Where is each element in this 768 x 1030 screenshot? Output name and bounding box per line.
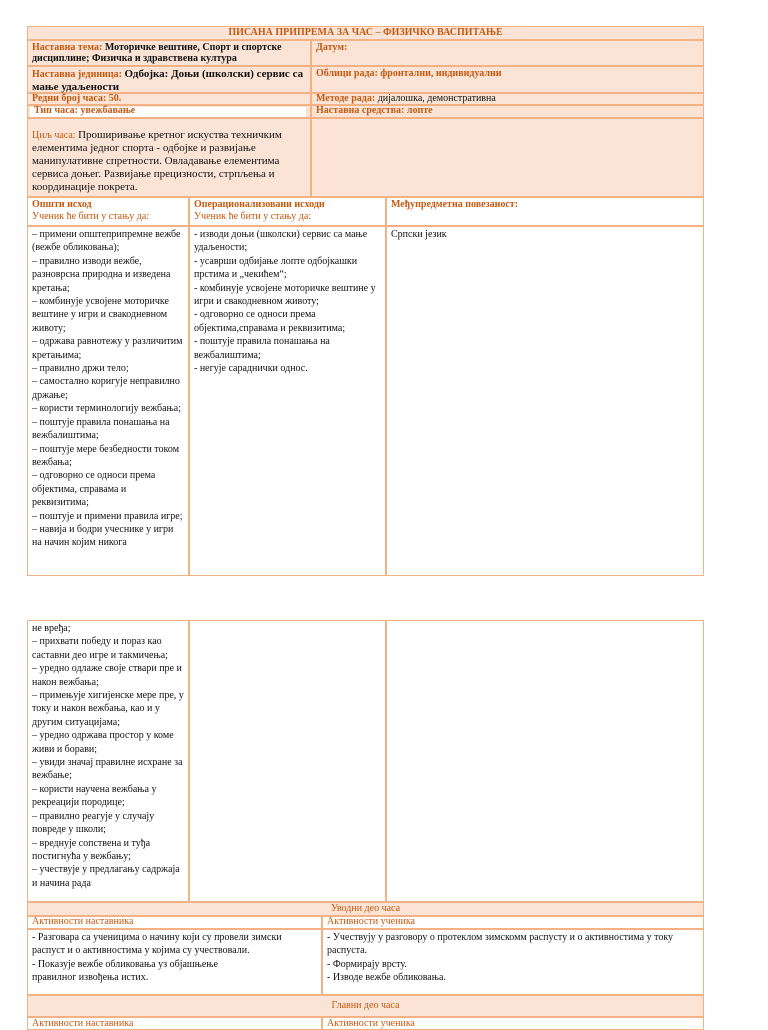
goal-value: Проширивање кретног искуства техничким елементима једног спорта - одбојке и развијање манипулативне спретности. Овладавање елементима сервиса доњег. Развијање прецизности, стрпљења и координације покрета. bbox=[32, 129, 282, 193]
general-outcome-subheader: Ученик ће бити у стању да: bbox=[32, 211, 150, 222]
lesson-type-box bbox=[30, 107, 306, 117]
forms-label: Облици рада: bbox=[316, 68, 378, 79]
main-teacher-header: Активности наставника bbox=[27, 1017, 322, 1030]
date-label: Датум: bbox=[316, 42, 348, 53]
teaching-aids-cell bbox=[311, 105, 704, 118]
page-title: ПИСАНА ПРИПРЕМА ЗА ЧАС – ФИЗИЧКО ВАСПИТАЊЕ bbox=[27, 26, 704, 40]
teaching-aids-value: лопте bbox=[406, 105, 433, 116]
interdisciplinary-header-cell bbox=[386, 197, 704, 226]
intro-student-header: Активности ученика bbox=[322, 916, 704, 929]
lesson-number-cell bbox=[27, 93, 311, 105]
unit-cell bbox=[27, 66, 311, 93]
lesson-type-cell bbox=[27, 105, 311, 118]
general-outcomes-list: – примени општеприпремне вежбе (вежбе обликовања); – правилно изводи вежбе, разноврсна природна и изведена кретања; – комбинује усвојене моторичке вештине у игри и свакодневном животу; – одржава равнотежу у различитим кретањима; – правилно држи тело; – самостално коригује неправилно држање; – користи терминологију вежбања; – поштује правила понашања на вежбалиштима; – поштује мере безбедности током вежбања; – одговорно се односи према објектима, справама и реквизитима; – поштује и примени правила игре; – навија и бодри учеснике у игри на начин којим никога bbox=[27, 226, 189, 576]
intro-teacher-header: Активности наставника bbox=[27, 916, 322, 929]
interdisciplinary-cell bbox=[386, 226, 704, 576]
general-outcome-header: Општи исход bbox=[32, 199, 92, 210]
unit-label: Наставна јединица: bbox=[32, 69, 122, 80]
interdisciplinary-continued-cell bbox=[386, 620, 704, 902]
goal-empty-cell bbox=[311, 118, 704, 197]
methods-cell bbox=[311, 93, 704, 105]
operational-outcomes-continued-cell bbox=[189, 620, 386, 902]
teaching-aids-label: Наставна средства: bbox=[316, 105, 405, 116]
intro-teacher-activities: - Разговара са ученицима о начину који су провели зимски распуст и о активностима у којима су учествовали. - Показује вежбе обликовања уз објашњење правилног извођења истих. bbox=[27, 929, 322, 995]
topic-cell bbox=[27, 40, 311, 66]
general-outcomes-list-continued: не вређа; – прихвати победу и пораз као саставни део игре и такмичења; – уредно одлаже своје ствари пре и након вежбања; – примењује хигијенске мере пре, у току и након вежбања, као и у другим ситуацијама; – уредно одржава простор у коме живи и борави; – увиди значај правилне исхране за вежбање; – користи научена вежбања у рекреацији породице; – правилно реагује у случају повреде у школи; – вреднује сопствена и туђа постигнућа у вежбању; – учествује у предлагању садржаја и начина рада bbox=[27, 620, 189, 902]
operational-outcome-header-cell bbox=[189, 197, 386, 226]
lesson-type-value: увежбавање bbox=[80, 105, 136, 116]
lesson-number-label: Редни број часа: bbox=[32, 93, 107, 104]
interdisciplinary-header: Међупредметна повезаност: bbox=[391, 199, 519, 210]
forms-value: фронтални, индивидуални bbox=[380, 68, 502, 79]
interdisciplinary-value: Српски језик bbox=[391, 229, 447, 240]
forms-cell bbox=[311, 66, 704, 93]
lesson-number-value: 50. bbox=[108, 93, 122, 104]
methods-label: Методе рада: bbox=[316, 93, 376, 104]
general-outcome-header-cell bbox=[27, 197, 189, 226]
unit-value: Одбојка: Доњи (школски) сервис са мање удаљености bbox=[32, 68, 304, 93]
goal-cell bbox=[27, 118, 311, 197]
operational-outcome-subheader: Ученик ће бити у стању да: bbox=[194, 211, 312, 222]
operational-outcomes-list: - изводи доњи (школски) сервис са мање удаљености; - усаврши одбијање лопте одбојкашки прстима и „чекићем“; - комбинује усвојене моторичке вештине у игри и свакодневном животу; - одговорно се односи према објектима,справама и реквизитима; - поштује правила понашања на вежбалиштима; - негује сараднички однос. bbox=[189, 226, 386, 576]
topic-value: Моторичке вештине, Спорт и спортске дисциплине; Физичка и здравствена култура bbox=[32, 42, 282, 64]
topic-label: Наставна тема: bbox=[32, 42, 103, 53]
date-cell bbox=[311, 40, 704, 66]
methods-value: дијалошка, демонстративна bbox=[377, 93, 496, 104]
main-student-header: Активности ученика bbox=[322, 1017, 704, 1030]
goal-label: Циљ часа: bbox=[32, 130, 76, 141]
main-section-header: Главни део часа bbox=[27, 995, 704, 1017]
intro-student-activities: - Учествују у разговору о протеклом зимскомм распусту и о активностима у току распуста. - Формирају врсту. - Изводе вежбе обликовања. bbox=[322, 929, 704, 995]
operational-outcome-header: Операционализовани исходи bbox=[194, 199, 325, 210]
intro-section-header: Уводни део часа bbox=[27, 902, 704, 916]
lesson-type-label: Тип часа: bbox=[34, 105, 78, 116]
